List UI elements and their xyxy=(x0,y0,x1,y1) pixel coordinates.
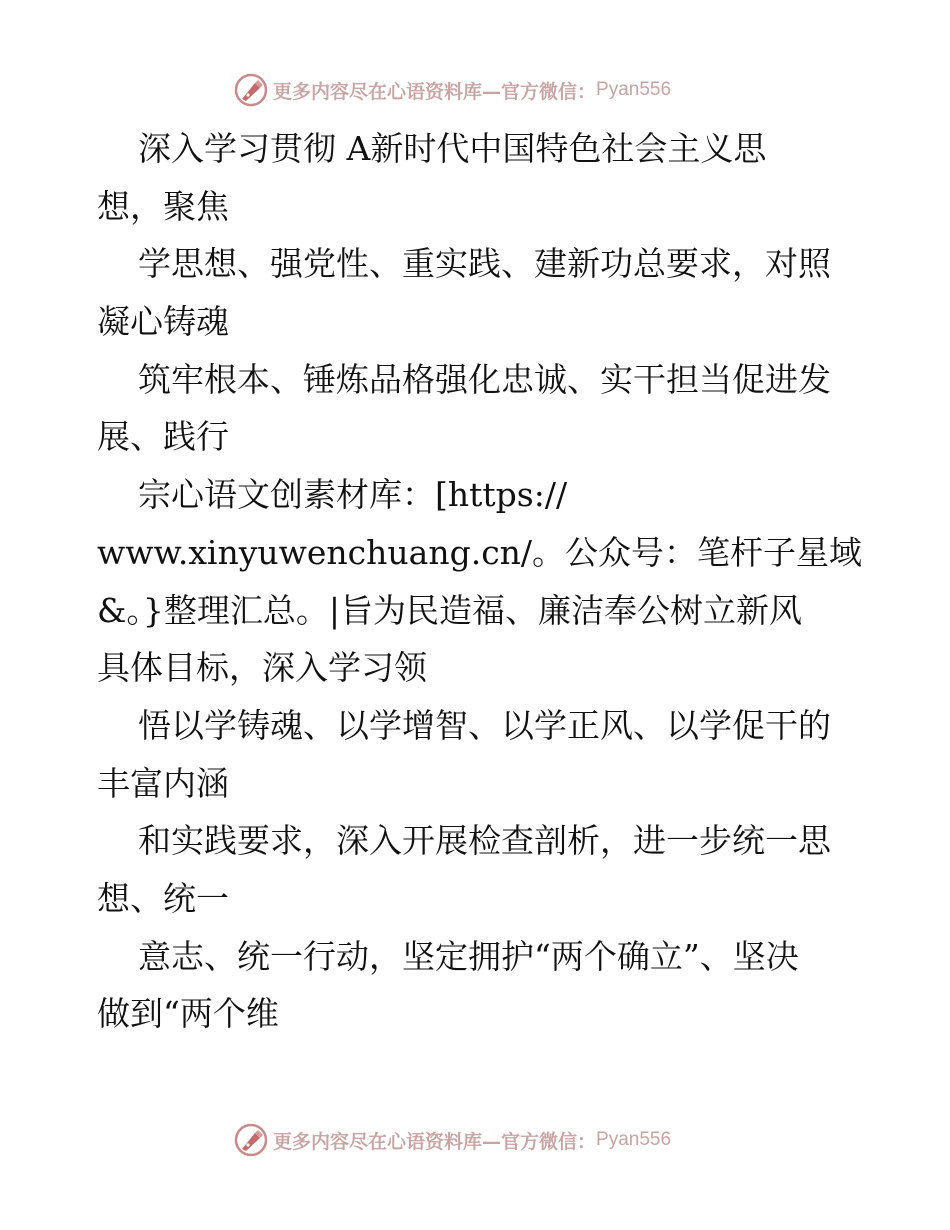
banner-wechat-id: Pyan556 xyxy=(596,1129,672,1150)
body-line: 和实践要求，深入开展检查剖析，进一步统一思 xyxy=(138,821,831,861)
body-line: 凝心铸魂 xyxy=(97,302,229,342)
body-line: www.xinyuwenchuang.cn/。公众号：笔杆子星域 xyxy=(97,532,863,572)
body-line: 做到“两个维 xyxy=(97,994,279,1034)
body-line: &。}整理汇总。|旨为民造福、廉洁奉公树立新风 xyxy=(97,590,802,630)
body-line: 展、践行 xyxy=(97,417,229,457)
body-line: 学思想、强党性、重实践、建新功总要求，对照 xyxy=(138,244,831,284)
document-body xyxy=(97,120,867,1043)
banner-wechat-id: Pyan556 xyxy=(596,79,672,100)
pen-nib-logo-icon xyxy=(233,1122,269,1158)
body-line: 想，聚焦 xyxy=(97,186,229,226)
banner-slogan: 更多内容尽在心语资料库—官方微信： xyxy=(273,80,597,103)
header-banner xyxy=(233,72,671,108)
pen-nib-logo-icon xyxy=(233,72,269,108)
body-line: 筑牢根本、锤炼品格强化忠诚、实干担当促进发 xyxy=(138,359,831,399)
body-line: 宗心语文创素材库：[https:// xyxy=(138,475,568,515)
body-line: 想、统一 xyxy=(97,878,229,918)
footer-banner xyxy=(233,1122,671,1158)
body-line: 意志、统一行动，坚定拥护“两个确立”、坚决 xyxy=(138,936,799,976)
body-line: 具体目标，深入学习领 xyxy=(97,648,427,688)
body-line: 深入学习贯彻 A新时代中国特色社会主义思 xyxy=(138,129,767,168)
body-line: 丰富内涵 xyxy=(97,763,229,803)
body-line: 悟以学铸魂、以学增智、以学正风、以学促干的 xyxy=(138,705,831,745)
banner-slogan: 更多内容尽在心语资料库—官方微信： xyxy=(273,1130,597,1153)
